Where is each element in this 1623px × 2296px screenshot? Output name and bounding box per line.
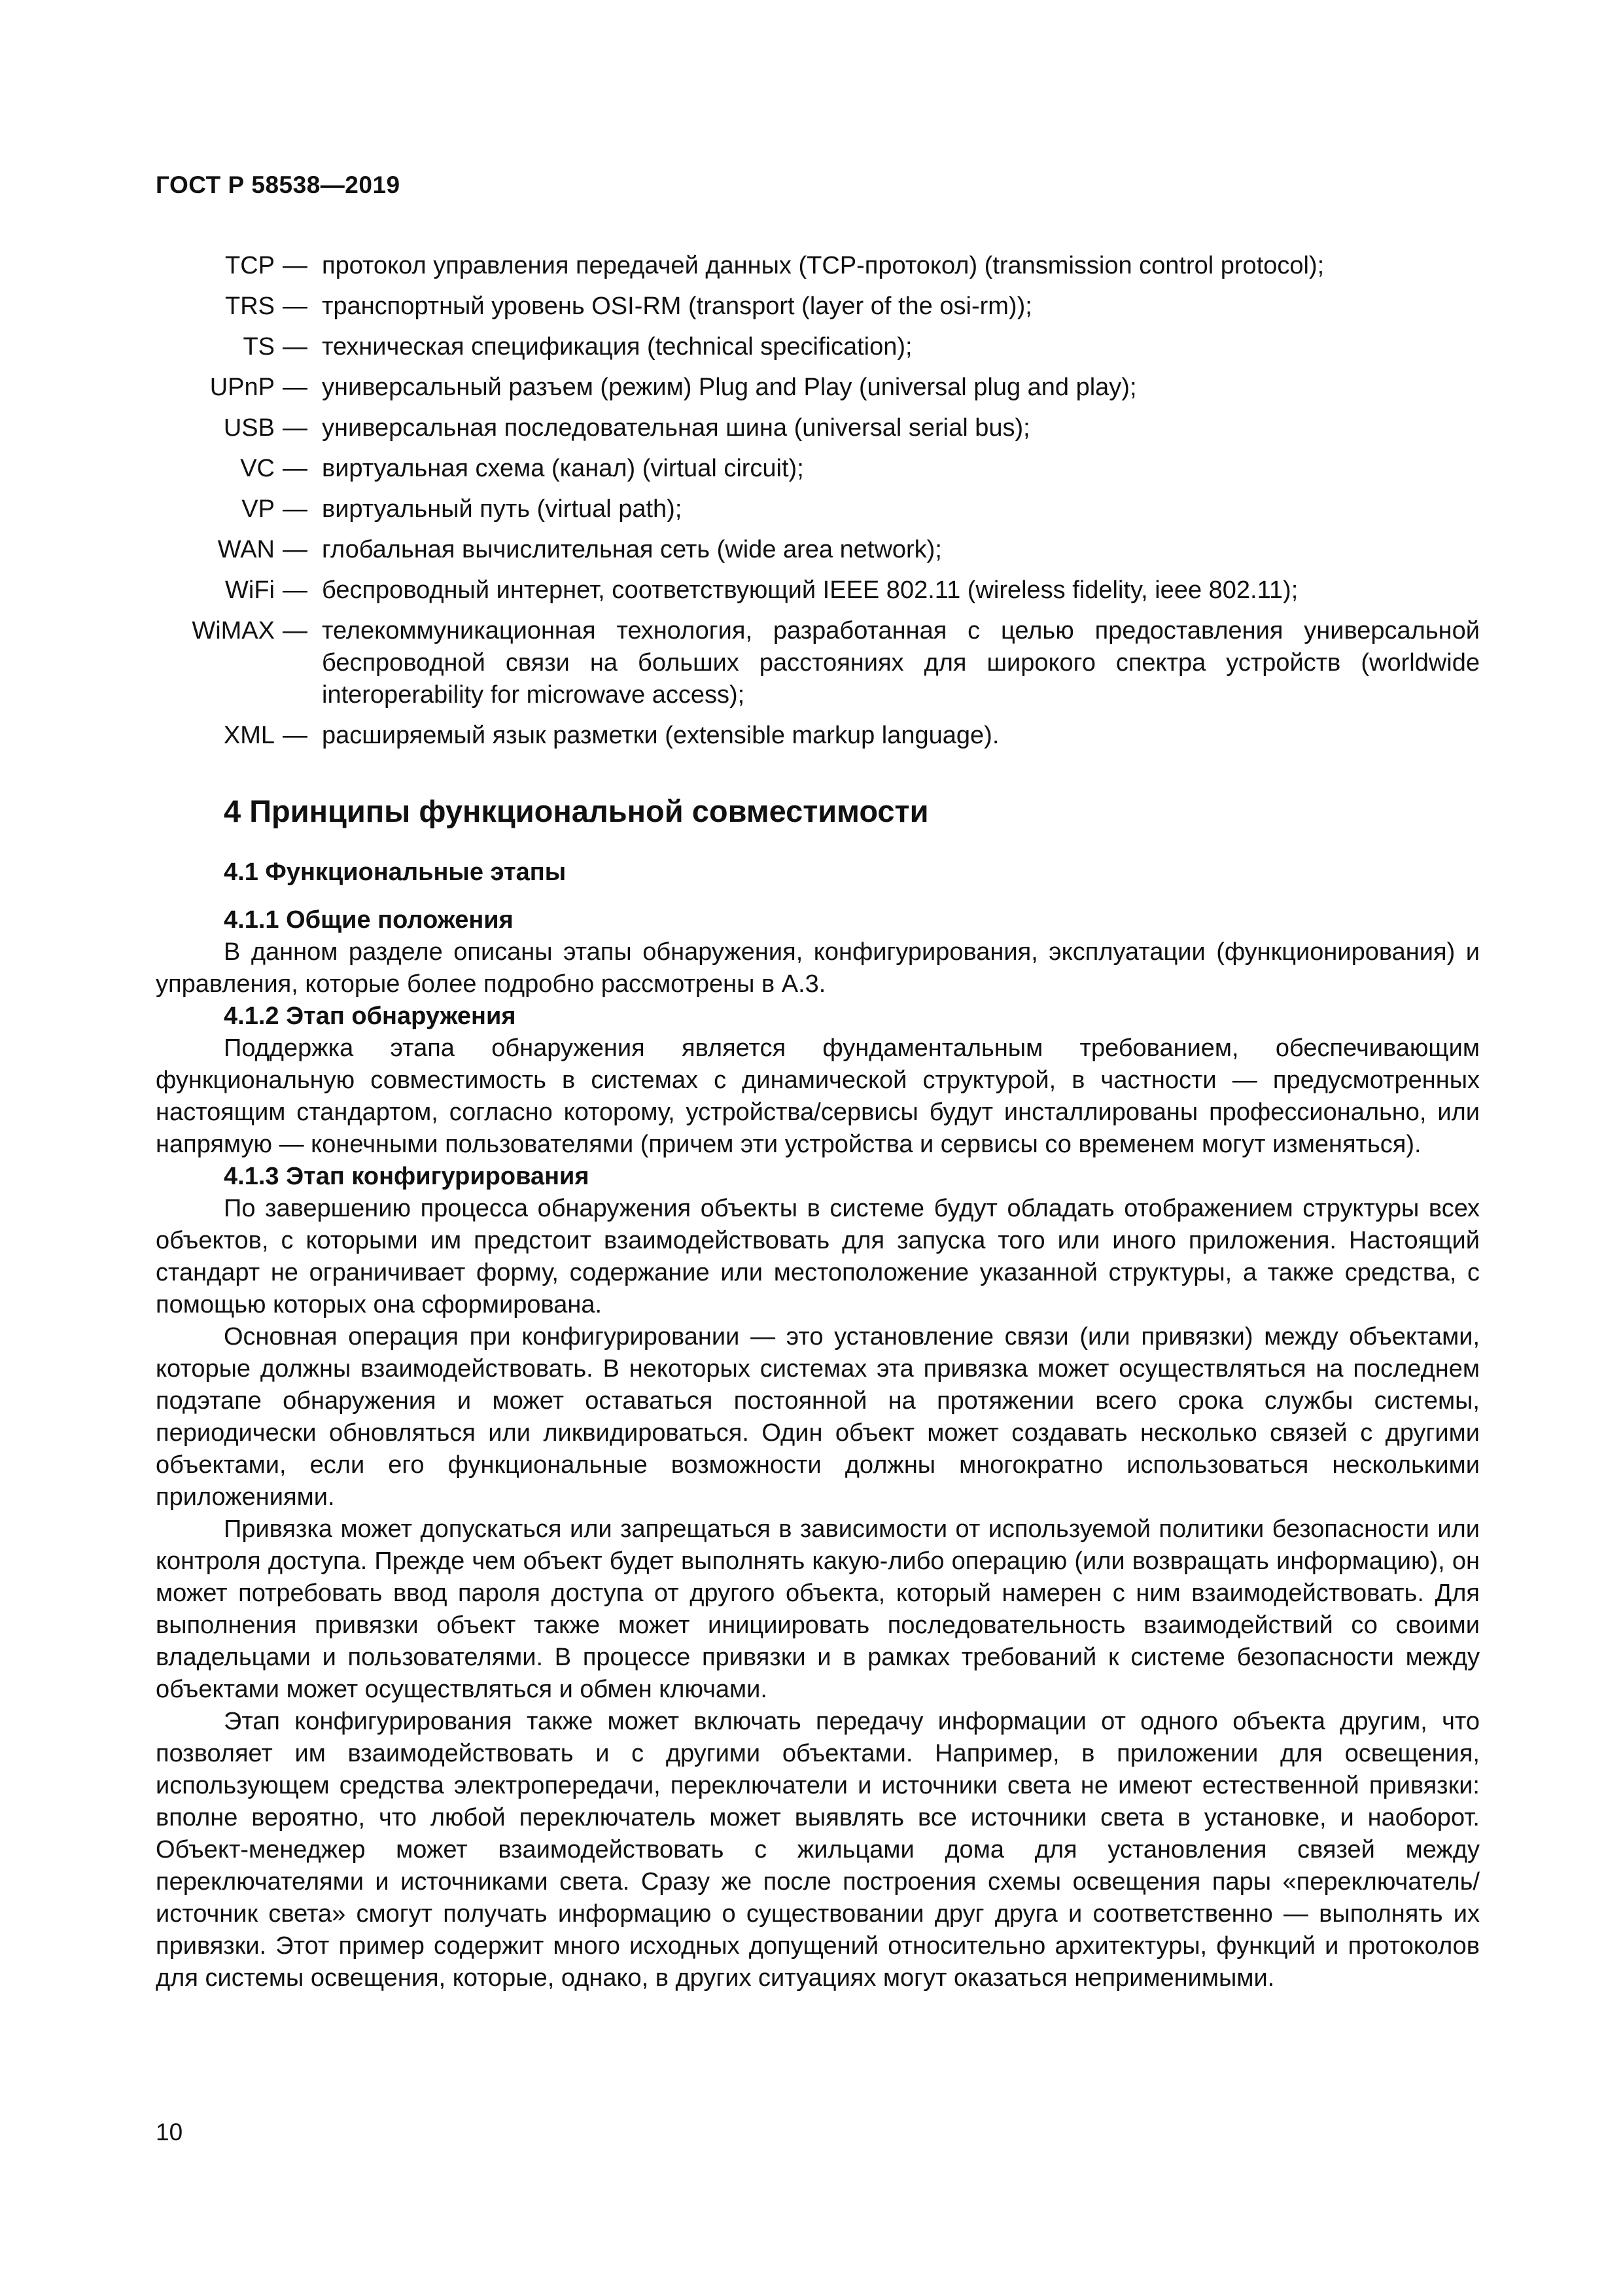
abbreviation-definition: расширяемый язык разметки (extensible markup language). [322, 722, 1000, 749]
abbreviation-dash: — [283, 455, 307, 482]
abbreviation-definition: виртуальный путь (virtual path); [322, 495, 682, 523]
abbreviation-term: UPnP [209, 374, 275, 401]
paragraph: В данном разделе описаны этапы обнаружения, конфигурирования, эксплуатации (функционирования) и управления, которые более подробно рассмотрены в А.3. [156, 938, 1480, 998]
abbreviation-definition: телекоммуникационная технология, разработанная с целью предоставления универсальной беспроводной связи на больших расстояниях для широкого спектра устройств (worldwide interoperability for microwave access); [322, 617, 1480, 709]
abbreviation-definition: виртуальная схема (канал) (virtual circuit); [322, 455, 804, 482]
abbreviation-definition: универсальный разъем (режим) Plug and Play (universal plug and play); [322, 374, 1137, 401]
section-body [156, 904, 1480, 1994]
abbreviation-list [0, 250, 1623, 760]
abbreviation-term: TS [243, 333, 275, 361]
clause-heading: 4.1.2 Этап обнаружения [224, 1002, 516, 1030]
abbreviation-dash: — [283, 495, 307, 523]
abbreviation-term: USB [223, 414, 275, 442]
abbreviation-dash: — [283, 333, 307, 361]
page-number: 10 [156, 2119, 183, 2146]
abbreviation-term: WiFi [225, 576, 275, 604]
abbreviation-dash: — [283, 252, 307, 279]
standard-header: ГОСТ Р 58538—2019 [156, 171, 400, 198]
subsection-heading: 4.1 Функциональные этапы [224, 858, 567, 886]
clause-heading: 4.1.1 Общие положения [224, 906, 514, 934]
abbreviation-item [0, 534, 1623, 574]
abbreviation-definition: протокол управления передачей данных (TCP-протокол) (transmission control protocol); [322, 252, 1325, 279]
abbreviation-dash: — [283, 414, 307, 442]
abbreviation-term: WiMAX [192, 617, 275, 645]
abbreviation-definition: техническая спецификация (technical specification); [322, 333, 913, 361]
abbreviation-definition: универсальная последовательная шина (universal serial bus); [322, 414, 1030, 442]
abbreviation-dash: — [283, 617, 307, 645]
abbreviation-item [0, 574, 1623, 615]
abbreviation-dash: — [283, 576, 307, 604]
abbreviation-definition: транспортный уровень OSI-RM (transport (layer of the osi-rm)); [322, 292, 1032, 320]
abbreviation-item [0, 412, 1623, 453]
abbreviation-item [0, 453, 1623, 493]
abbreviation-item [0, 250, 1623, 291]
abbreviation-dash: — [283, 374, 307, 401]
paragraph: По завершению процесса обнаружения объекты в системе будут обладать отображением структуры всех объектов, с которыми им предстоит взаимодействовать для запуска того или иного приложения. Настоящий стандарт не ограничивает форму, содержание или местоположение указанной структуры, а также средства, с помощью которых она сформирована. [156, 1195, 1480, 1318]
paragraph: Поддержка этапа обнаружения является фундаментальным требованием, обеспечивающим функциональную совместимость в системах с динамической структурой, в частности — предусмотренных настоящим стандартом, согласно которому, устройства/сервисы будут инсталлированы профессионально, или напрямую — конечными пользователями (причем эти устройства и сервисы со временем могут изменяться). [156, 1034, 1480, 1158]
paragraph: Основная операция при конфигурировании — это установление связи (или привязки) между объектами, которые должны взаимодействовать. В некоторых системах эта привязка может осуществляться на последнем подэтапе обнаружения и может оставаться постоянной на протяжении всего срока службы системы, периодически обновляться или ликвидироваться. Один объект может создавать несколько связей с другими объектами, если его функциональные возможности должны многократно использоваться несколькими приложениями. [156, 1323, 1480, 1511]
abbreviation-term: XML [223, 722, 275, 749]
abbreviation-item [0, 291, 1623, 331]
abbreviation-dash: — [283, 722, 307, 749]
abbreviation-term: TCP [225, 252, 275, 279]
abbreviation-dash: — [283, 536, 307, 563]
abbreviation-term: WAN [217, 536, 275, 563]
clause-heading: 4.1.3 Этап конфигурирования [224, 1163, 589, 1190]
abbreviation-term: TRS [225, 292, 275, 320]
abbreviation-definition: глобальная вычислительная сеть (wide area network); [322, 536, 942, 563]
abbreviation-term: VC [240, 455, 275, 482]
abbreviation-definition: беспроводный интернет, соответствующий IEEE 802.11 (wireless fidelity, ieee 802.11); [322, 576, 1299, 604]
abbreviation-dash: — [283, 292, 307, 320]
abbreviation-item [0, 720, 1623, 760]
paragraph: Привязка может допускаться или запрещаться в зависимости от используемой политики безопасности или контроля доступа. Прежде чем объект будет выполнять какую-либо операцию (или возвращать информацию), он может потребовать ввод пароля доступа от другого объекта, который намерен с ним взаимодействовать. Для выполнения привязки объект также может инициировать последовательность взаимодействий со своими владельцами и пользователями. В процессе привязки и в рамках требований к системе безопасности между объектами может осуществляться и обмен ключами. [156, 1515, 1480, 1703]
abbreviation-item [0, 331, 1623, 372]
paragraph: Этап конфигурирования также может включать передачу информации от одного объекта другим, что позволяет им взаимодействовать и с другими объектами. Например, в приложении для освещения, использующем средства электропередачи, переключатели и источники света не имеют естественной привязки: вполне вероятно, что любой переключатель может выявлять все источники света в установке, и наоборот. Объект-менеджер может взаимодействовать с жильцами дома для установления связей между переключателями и источниками света. Сразу же после построения схемы освещения пары «переключатель/источник света» смогут получать информацию о существовании друг друга и соответственно — выполнять их привязки. Этот пример содержит много исходных допущений относительно архитектуры, функций и протоколов для системы освещения, которые, однако, в других ситуациях могут оказаться неприменимыми. [156, 1708, 1480, 1992]
section-heading: 4 Принципы функциональной совместимости [224, 794, 929, 828]
abbreviation-item [0, 493, 1623, 534]
abbreviation-item [0, 372, 1623, 412]
abbreviation-term: VP [241, 495, 275, 523]
abbreviation-item [0, 615, 1623, 720]
